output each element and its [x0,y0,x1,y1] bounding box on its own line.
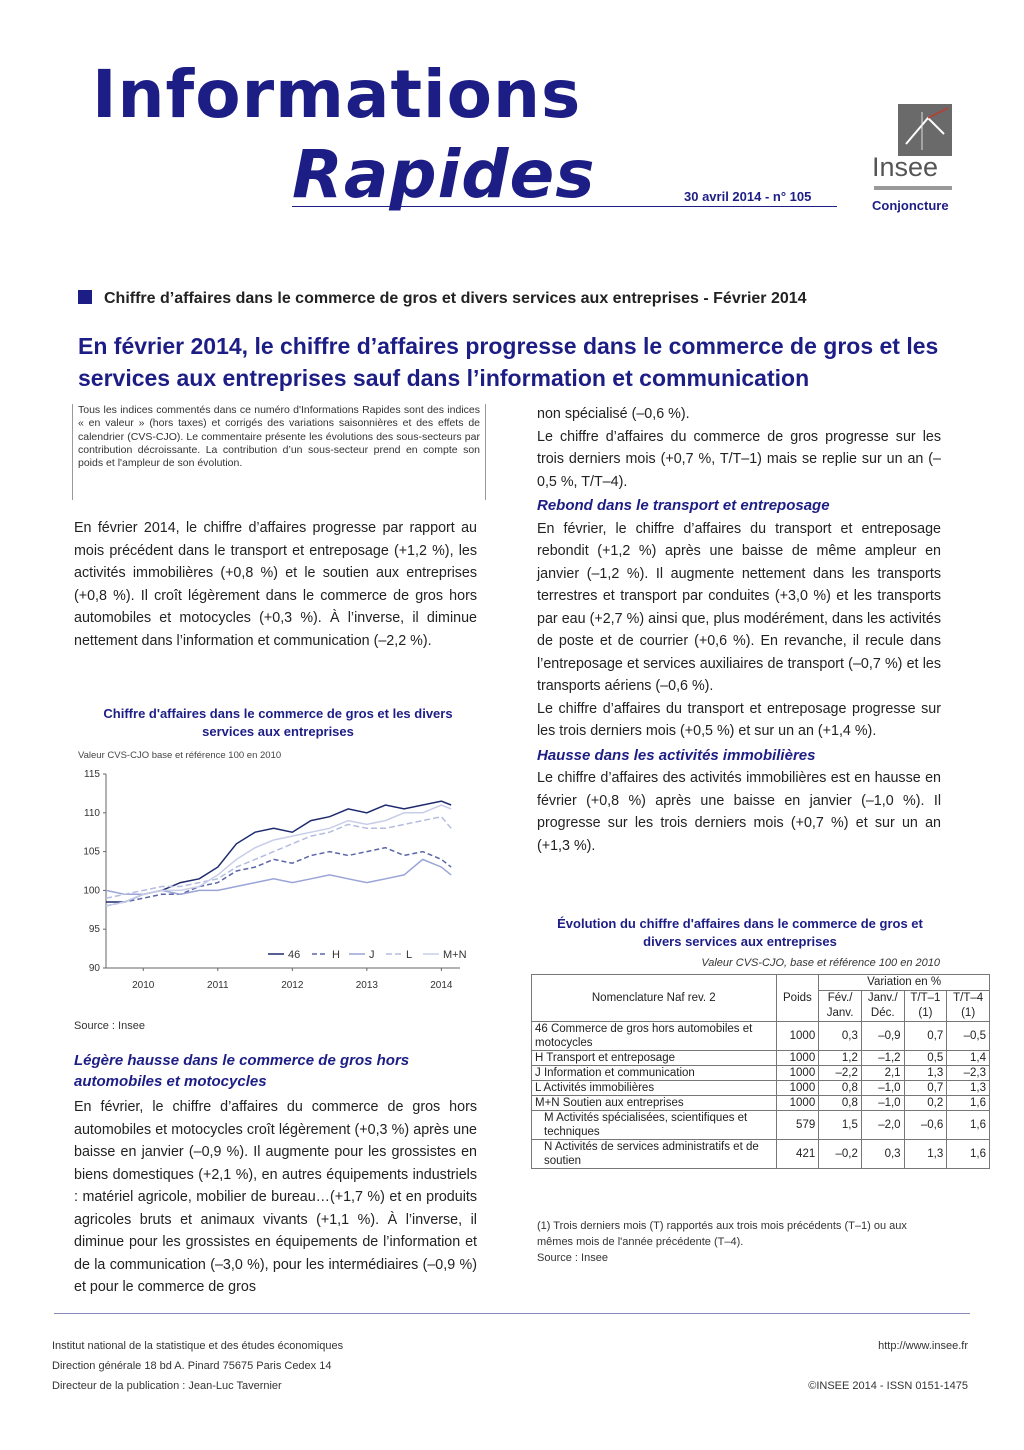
cell-jan: 2,1 [861,1066,904,1081]
cell-poids: 421 [776,1140,819,1169]
table-row [532,1096,990,1111]
cell-t1: 1,3 [904,1066,947,1081]
cell-t1: 0,7 [904,1022,947,1051]
section1-text-2: Le chiffre d’affaires du commerce de gros progresse sur les trois derniers mois (+0,7 %, T/T–1) mais se replie sur un an (–0,5 %, T/T–4). [537,428,941,490]
cell-t4: 1,4 [947,1051,990,1066]
table-row [532,1111,990,1140]
cell-feb: 1,5 [819,1111,862,1140]
methodology-note [72,404,486,500]
data-table [531,974,990,1169]
table-title: Évolution du chiffre d'affaires dans le commerce de gros et divers services aux entreprises [557,916,923,949]
logo-mark-icon [898,104,952,156]
topic-title: Chiffre d’affaires dans le commerce de gros et divers services aux entreprises - Février 2014 [104,290,807,307]
cell-t4: –0,5 [947,1022,990,1051]
cell-jan: –1,0 [861,1081,904,1096]
x-tick-label: 2014 [430,980,453,991]
col-poids: Poids [776,975,819,1022]
cell-t1: 0,5 [904,1051,947,1066]
insee-logo-icon [898,104,952,156]
cell-t4: 1,6 [947,1111,990,1140]
chart-source: Source : Insee [74,1020,145,1032]
series-line-h [106,848,451,906]
legend-label: M+N [443,949,467,961]
section1-continuation: non spécialisé (–0,6 %). [537,406,690,422]
footer-director: Directeur de la publication : Jean-Luc Tavernier [52,1380,282,1392]
cell-poids: 1000 [776,1081,819,1096]
cell-feb: 0,3 [819,1022,862,1051]
cell-t1: 0,2 [904,1096,947,1111]
section2-text-2: Le chiffre d’affaires du transport et entreposage progresse sur les trois derniers mois (+0,5 %) et sur un an (+1,4 %). [537,700,941,739]
table-row [532,1022,990,1051]
logo-name: Insee [872,152,939,182]
section1-text: En février, le chiffre d’affaires du commerce de gros hors automobiles et motocycles croît légèrement (+0,3 %) après une baisse en janvier (–0,9 %). Il augmente pour les grossistes en biens domestiques (+2,1 %), en autres équipements industriels : matériel agricole, mobilier de bureau…(+1,7 %) et en produits agricoles bruts et animaux vivants (+1,1 %). À l’inverse, il diminue pour les grossistes en équipements de l’information et de la communication (–3,0 %), pour les intermédiaires (–0,9 %) et pour le commerce de gros [74,1099,477,1295]
cell-poids: 1000 [776,1066,819,1081]
series-line-46 [106,801,451,902]
x-tick-label: 2013 [355,980,378,991]
issue-date: 30 avril 2014 - n° 105 [684,189,812,204]
row-label: L Activités immobilières [532,1081,777,1096]
chart-title: Chiffre d'affaires dans le commerce de gros et les divers services aux entreprises [103,706,453,739]
table-subtitle: Valeur CVS-CJO, base et référence 100 en 2010 [701,957,940,969]
col-nomenclature: Nomenclature Naf rev. 2 [532,975,777,1022]
cell-t4: 1,6 [947,1096,990,1111]
section1-title: Légère hausse dans le commerce de gros hors automobiles et motocycles [74,1052,410,1090]
cell-t1: –0,6 [904,1111,947,1140]
footer-institute: Institut national de la statistique et des études économiques [52,1340,344,1352]
y-tick-label: 95 [88,924,100,936]
cell-jan: –0,9 [861,1022,904,1051]
cell-poids: 1000 [776,1022,819,1051]
footer-rule [54,1313,970,1314]
section3-text: Le chiffre d’affaires des activités immobilières est en hausse en février (+0,8 %) après une baisse en janvier (–1,0 %). Il progresse sur les trois derniers mois (+0,7 %) et sur un an (+1,3 %). [537,770,941,854]
cell-t1: 1,3 [904,1140,947,1169]
intro-paragraph [74,517,477,652]
chart-subtitle: Valeur CVS-CJO base et référence 100 en 2010 [78,750,282,761]
table-source: Source : Insee [537,1252,608,1264]
x-tick-label: 2011 [207,980,229,991]
x-tick-label: 2010 [132,980,155,991]
col-t1: T/T–1 (1) [904,991,947,1022]
series-line-j [106,859,451,894]
table-row [532,1066,990,1081]
cell-jan: 0,3 [861,1140,904,1169]
x-tick-label: 2012 [281,980,304,991]
y-tick-label: 105 [83,846,100,858]
section2-text: En février, le chiffre d’affaires du transport et entreposage rebondit (+1,2 %) après une baisse de même ampleur en janvier (–1,2 %). Il augmente nettement dans les transports terrestres et transport par conduites (+3,0 %) et les transports par eau (+2,7 %) ainsi que, plus modérément, dans les activités de poste et de courrier (+0,6 %). En revanche, il recule dans l’entreposage et services auxiliaires de transport (–0,7 %) et les transports aériens (–0,6 %). [537,520,941,694]
logo-tagline: Conjoncture [872,198,949,213]
cell-feb: 1,2 [819,1051,862,1066]
cell-feb: –2,2 [819,1066,862,1081]
line-chart [68,764,488,996]
cell-jan: –2,0 [861,1111,904,1140]
table-header-row [532,975,990,991]
cell-t4: –2,3 [947,1066,990,1081]
y-tick-label: 90 [88,963,100,974]
logo-tagline-bar [874,186,952,190]
legend-label: L [406,949,413,961]
table-footnote-text: (1) Trois derniers mois (T) rapportés aux trois mois précédents (T–1) ou aux mêmes mois de l'année précédente (T–4). [537,1220,907,1248]
series-line-mn [106,805,451,906]
cell-jan: –1,0 [861,1096,904,1111]
cell-feb: –0,2 [819,1140,862,1169]
section2-title: Rebond dans le transport et entreposage [537,497,830,514]
row-label: N Activités de services administratifs et de soutien [532,1140,777,1169]
cell-t4: 1,6 [947,1140,990,1169]
cell-poids: 1000 [776,1051,819,1066]
right-column [537,403,941,857]
cell-t4: 1,3 [947,1081,990,1096]
legend-label: J [369,949,375,961]
row-label: 46 Commerce de gros hors automobiles et motocycles [532,1022,777,1051]
methodology-note-text: Tous les indices commentés dans ce numéro d'Informations Rapides sont des indices « en valeur » (hors taxes) et corrigés des variations saisonnières et des effets de calendrier (CVS-CJO). Le commentaire présente les évolutions des sous-secteurs par contribution décroissante. La contribution d’un sous-secteur prend en compte son poids et l'ampleur de son évolution. [78,404,480,470]
row-label: M+N Soutien aux entreprises [532,1096,777,1111]
cell-jan: –1,2 [861,1051,904,1066]
cell-poids: 1000 [776,1096,819,1111]
row-label: H Transport et entreposage [532,1051,777,1066]
footer-address: Direction générale 18 bd A. Pinard 75675 Paris Cedex 14 [52,1360,332,1372]
headline: En février 2014, le chiffre d’affaires progresse dans le commerce de gros et les services aux entreprises sauf dans l’information et communication [78,333,939,391]
masthead-title: Informations [92,56,582,133]
col-feb: Fév./ Janv. [819,991,862,1022]
footer-issn: ©INSEE 2014 - ISSN 0151-1475 [808,1380,968,1392]
table-row [532,1081,990,1096]
section3-title: Hausse dans les activités immobilières [537,746,816,764]
y-tick-label: 115 [84,769,100,780]
y-tick-label: 110 [84,807,100,819]
topic-bullet-icon [78,290,92,304]
table-row [532,1140,990,1169]
col-group-variation: Variation en % [819,975,990,991]
section1-paragraph [74,1096,477,1299]
cell-poids: 579 [776,1111,819,1140]
footer-url-link[interactable]: http://www.insee.fr [878,1340,968,1352]
cell-feb: 0,8 [819,1081,862,1096]
legend-label: H [332,949,340,961]
row-label: J Information et communication [532,1066,777,1081]
masthead-rule [292,206,837,207]
y-tick-label: 100 [83,885,100,897]
cell-feb: 0,8 [819,1096,862,1111]
row-label: M Activités spécialisées, scientifiques et techniques [532,1111,777,1140]
col-jan: Janv./ Déc. [861,991,904,1022]
cell-t1: 0,7 [904,1081,947,1096]
masthead-subtitle: Rapides [292,136,596,213]
intro-text: En février 2014, le chiffre d’affaires progresse par rapport au mois précédent dans le transport et entreposage (+1,2 %), les activités immobilières (+0,8 %) et le soutien aux entreprises (+0,8 %). Il croît légèrement dans le commerce de gros hors automobiles et motocycles (+0,3 %). À l’inverse, il diminue nettement dans l’information et communication (–2,2 %). [74,520,477,649]
table-row [532,1051,990,1066]
table-footnote [537,1218,937,1266]
col-t4: T/T–4 (1) [947,991,990,1022]
legend-label: 46 [288,949,301,961]
